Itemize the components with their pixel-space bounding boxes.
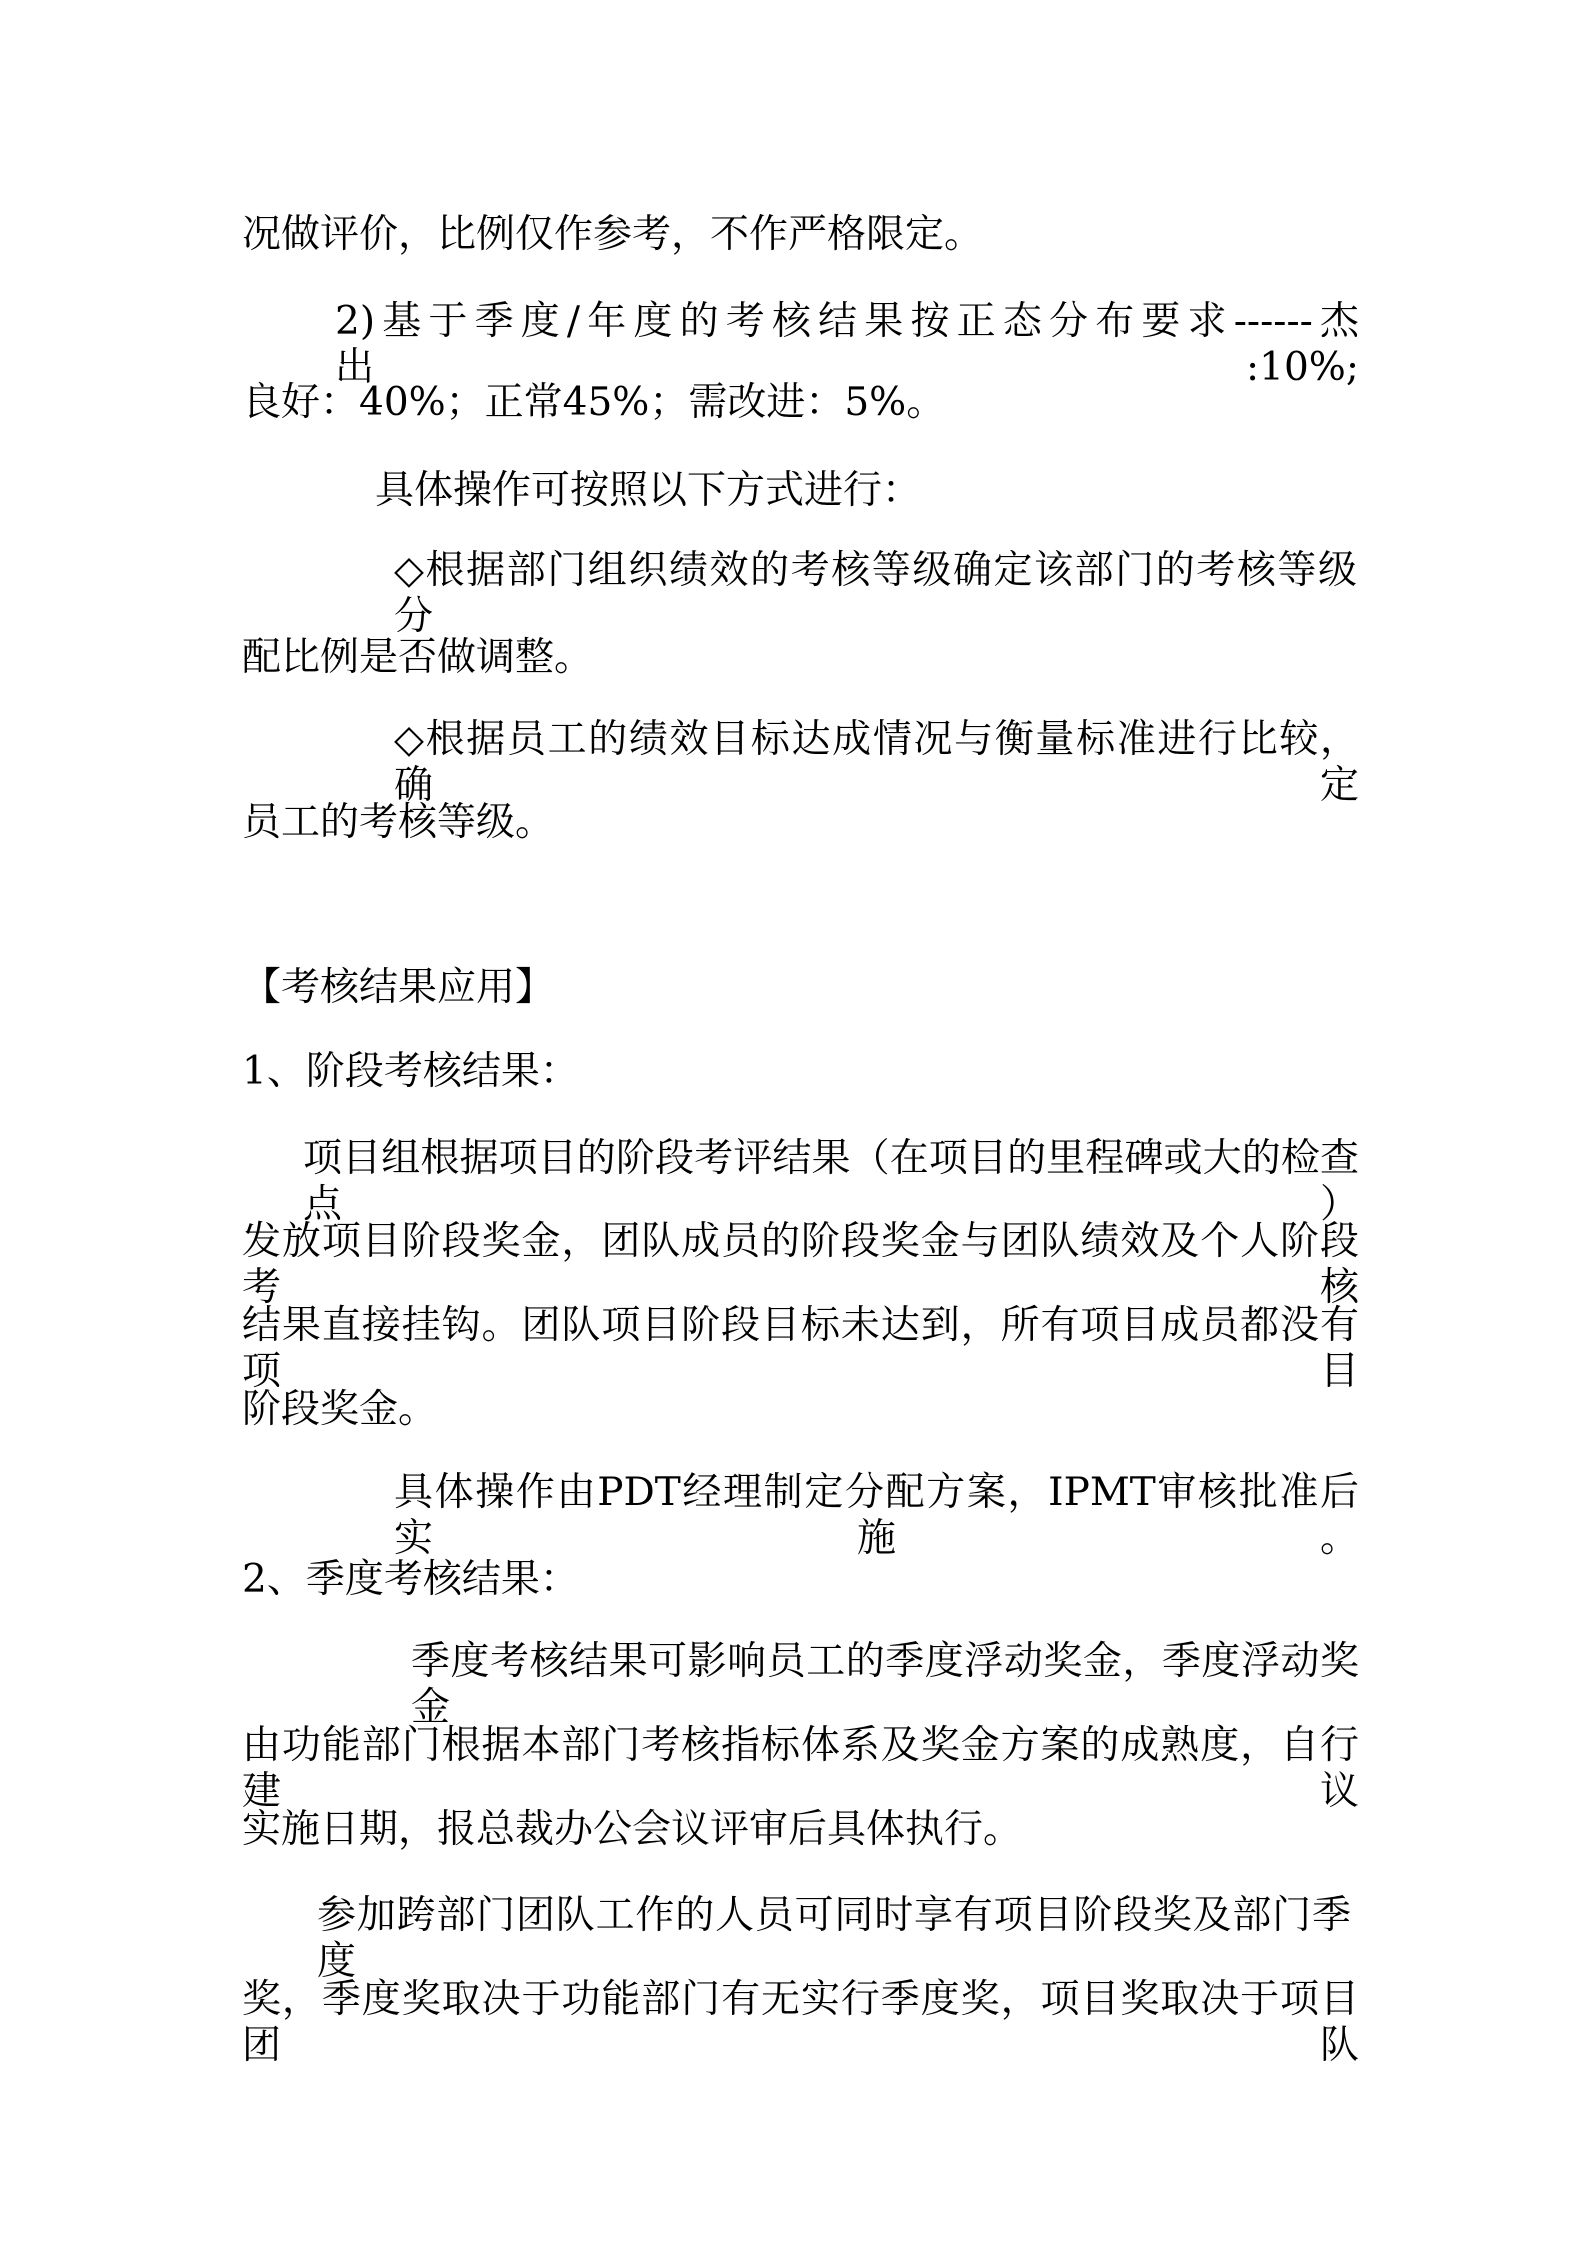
paragraph-line: 况做评价，比例仅作参考，不作严格限定。 [242,212,984,257]
paragraph-line: 实施日期，报总裁办公会议评审后具体执行。 [242,1807,1023,1852]
paragraph-line: 具体操作由PDT经理制定分配方案，IPMT审核批准后实施。 [394,1470,1359,1561]
paragraph-line: 具体操作可按照以下方式进行： [375,468,922,513]
paragraph-line: 配比例是否做调整。 [242,635,594,680]
section-heading: 【考核结果应用】 [242,965,555,1010]
paragraph-line: 由功能部门根据本部门考核指标体系及奖金方案的成熟度，自行建议 [242,1723,1359,1814]
paragraph-line: 季度考核结果可影响员工的季度浮动奖金，季度浮动奖金 [411,1639,1359,1730]
paragraph-line: 2)基于季度/年度的考核结果按正态分布要求------杰出:10%; [335,299,1359,390]
paragraph-line: 员工的考核等级。 [242,800,555,845]
paragraph-line: 项目组根据项目的阶段考评结果（在项目的里程碑或大的检查点） [303,1136,1359,1227]
paragraph-line: 结果直接挂钩。团队项目阶段目标未达到，所有项目成员都没有项目 [242,1303,1359,1394]
list-item-line: ◇根据部门组织绩效的考核等级确定该部门的考核等级分 [394,548,1357,639]
paragraph-line: 发放项目阶段奖金，团队成员的阶段奖金与团队绩效及个人阶段考核 [242,1219,1359,1310]
paragraph-line: 阶段奖金。 [242,1387,438,1432]
paragraph-line: 良好：40%；正常45%；需改进：5%。 [242,380,946,425]
subsection-heading: 1、阶段考核结果： [242,1049,579,1094]
paragraph-line: 参加跨部门团队工作的人员可同时享有项目阶段奖及部门季度 [317,1893,1351,1984]
list-item-line: ◇根据员工的绩效目标达成情况与衡量标准进行比较，确定 [394,717,1359,808]
paragraph-line: 奖，季度奖取决于功能部门有无实行季度奖，项目奖取决于项目团队 [242,1977,1359,2068]
subsection-heading: 2、季度考核结果： [242,1557,579,1602]
